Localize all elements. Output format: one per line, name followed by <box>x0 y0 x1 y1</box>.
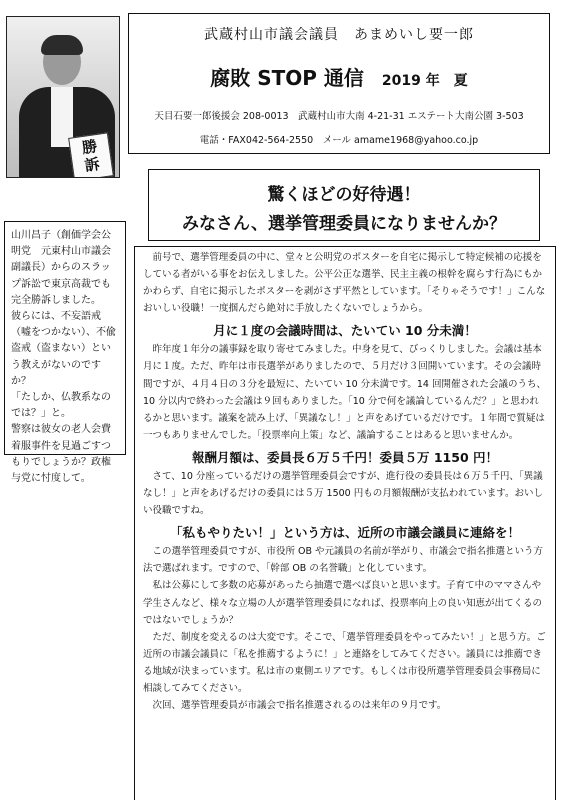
sidebar-paragraph: 警察は彼女の老人会費着服事件を見過ごすつもりでしょうか？政権与党に忖度して。 <box>11 424 111 485</box>
main-headline <box>148 169 540 241</box>
supporter-address: 天目石要一郎後援会 208-0013 武蔵村山市大南 4-21-31 エステート大南公園 3-503 <box>154 111 524 122</box>
councillor-name: 武蔵村山市議会議員 あまめいし要一郎 <box>204 27 474 43</box>
photo-person-hair <box>41 35 83 55</box>
next-selection-paragraph: 次回、選挙管理委員が市議会で指名推選されるのは来年の９月です。 <box>152 700 447 712</box>
contact-info: 電話・FAX042-564-2550 メール amame1968@yahoo.co.jp <box>199 135 479 146</box>
proposal-paragraph: 私は公募にして多数の応募があったら抽選で選べば良いと思います。子育て中のママさんや学生さんなど、様々な立場の人が選挙管理委員になれば、投票率向上の良い知恵が出てくるのではないでしょうか？ <box>143 580 543 626</box>
intro-paragraph: 前号で、選挙管理委員の中に、堂々と公明党のポスターを自宅に掲示して特定候補の応援をしている者がいる事をお伝えしました。公平公正な選挙、民主主義の根幹を腐らす行為にもかかわらず、自宅に掲示したポスターを剥がさず平然としています。「そりゃそうです！」こんなおいしい役職！一度掴んだら絶対に手放したくないでしょうから。 <box>143 252 546 315</box>
victory-sign: 勝 訴 <box>68 132 114 178</box>
selection-paragraph: この選挙管理委員ですが、市役所 OB や元議員の名前が挙がり、市議会で指名推選という方法で選ばれます。ですので、「幹部 OB の名誉職」と化しています。 <box>143 546 544 575</box>
section-heading-meetings: 月に１度の会議時間は、たいてい 10 分未満！ <box>213 323 477 339</box>
main-article <box>134 246 556 800</box>
sidebar-paragraph: 山川昌子（創価学会公明党 元東村山市議会副議長）からのスラップ訴訟で東京高裁でも完全勝訴しました。 <box>11 230 111 306</box>
newsletter-title-text: 腐敗 STOP 通信 <box>210 66 364 90</box>
section-heading-salary: 報酬月額は、委員長６万５千円！委員５万 1150 円！ <box>192 449 498 465</box>
newsletter-title <box>129 62 549 91</box>
action-paragraph: ただ、制度を変えるのは大変です。そこで、「選挙管理委員をやってみたい！」と思う方。ご近所の市議会議員に「私を推薦するように！」と連絡をしてみてください。議員には推薦できる地域が決まっています。私は市の東側エリアです。もしくは市役所選挙管理委員会事務局に相談してみてください。 <box>143 631 546 694</box>
meetings-paragraph: 昨年度１年分の議事録を取り寄せてみました。中身を見て、びっくりしました。会議は基本月に１度。ただ、昨年は市長選挙がありましたので、５月だけ３回開いています。その会議時間ですが、４月４日の３分を最短に、たいてい 10 分未満です。14 回開催された会議のうち、10 分以内で終わった会議は９回もありました。「10 分で何を議論しているんだ？」と思われるかと思います。議案を読み上げ、「異議なし！」と声をあげているだけです。１年間で質疑は一つもありませんでした。「投票率向上策」など、議論することはあると思いませんか。 <box>143 344 546 441</box>
headline-line-2: みなさん、選挙管理委員になりませんか？ <box>181 214 507 234</box>
sidebar-paragraph: 「たしか、仏教系なのでは？」と。 <box>11 392 111 420</box>
lawsuit-sidebar <box>4 221 126 485</box>
issue-season: 2019 年 夏 <box>381 73 468 89</box>
salary-paragraph: さて、10 分座っているだけの選挙管理委員会ですが、進行役の委員長は６万５千円、「異議なし！」と声をあげるだけの委員には５万 1500 円もの月額報酬が支払われています。おいしい役職ですね。 <box>143 470 543 517</box>
headline-line-1: 驚くほどの好待遇！ <box>267 185 421 205</box>
candidate-photo <box>6 16 120 178</box>
sidebar-paragraph: 彼らには、不妄語戒（嘘をつかない）、不偸盗戒（盗まない）という教えがないのですか？ <box>11 311 116 387</box>
newsletter-header <box>128 13 550 154</box>
section-heading-contact: 「私もやりたい！」という方は、近所の市議会議員に連絡を！ <box>169 525 520 541</box>
